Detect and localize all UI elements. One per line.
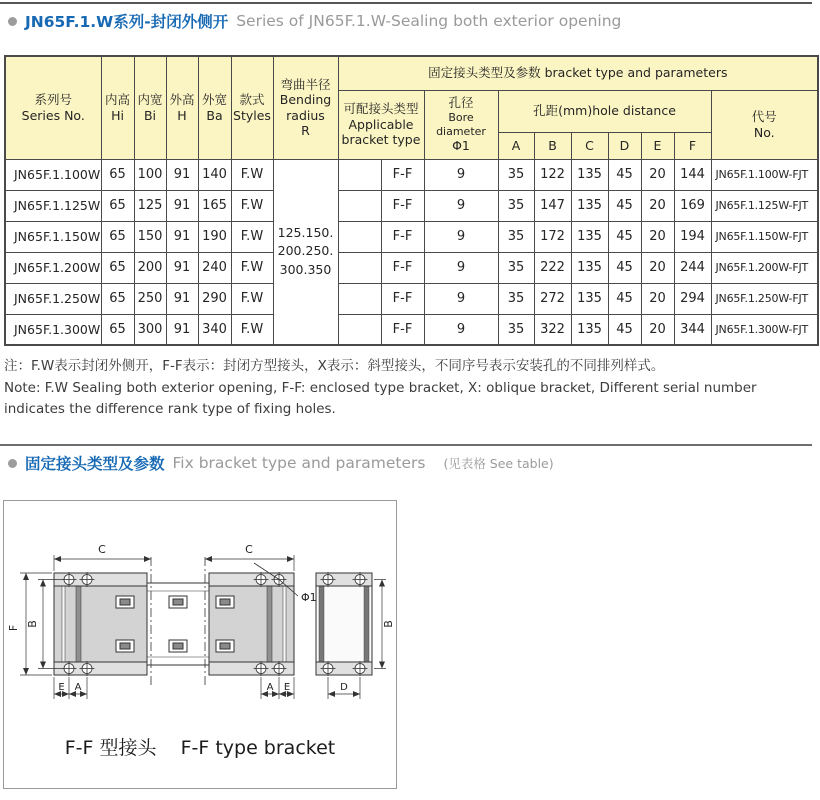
col-header-hole-distance: 孔距(mm)hole distance: [498, 90, 711, 132]
cell-h: 91: [166, 314, 198, 345]
cell-bore: 9: [424, 221, 498, 252]
cell-e: 20: [641, 252, 674, 283]
cell-b: 122: [534, 159, 571, 190]
cell-a: 35: [498, 221, 534, 252]
col-header-series: 系列号 Series No.: [5, 56, 101, 159]
dim-label-phi1: Φ1: [301, 591, 317, 604]
cell-b: 172: [534, 221, 571, 252]
dim-label-c-left: C: [98, 543, 106, 556]
section1-title-en: Series of JN65F.1.W-Sealing both exterior opening: [236, 12, 622, 30]
cell-h: 91: [166, 252, 198, 283]
cell-ba: 165: [198, 190, 231, 221]
col-header-bi: 内宽 Bi: [134, 56, 166, 159]
cell-hi: 65: [101, 221, 134, 252]
dim-label-a-left: A: [74, 682, 82, 693]
cell-c: 135: [571, 159, 608, 190]
dim-label-e-right: E: [283, 682, 291, 693]
cell-c: 135: [571, 252, 608, 283]
bending-radius-cell: 125.150. 200.250. 300.350: [273, 159, 338, 345]
cell-b: 272: [534, 283, 571, 314]
cell-c: 135: [571, 283, 608, 314]
cell-d: 45: [608, 159, 641, 190]
cell-c: 135: [571, 221, 608, 252]
blank-cell: [338, 283, 381, 314]
cell-ba: 190: [198, 221, 231, 252]
cell-f: 244: [674, 252, 711, 283]
cell-bi: 200: [134, 252, 166, 283]
cell-style: F.W: [231, 190, 273, 221]
cell-bi: 250: [134, 283, 166, 314]
cell-bracket-type: F-F: [381, 221, 424, 252]
cell-d: 45: [608, 314, 641, 345]
cell-hi: 65: [101, 252, 134, 283]
notes: [4, 356, 812, 421]
cell-bi: 125: [134, 190, 166, 221]
cell-bi: 100: [134, 159, 166, 190]
cell-c: 135: [571, 314, 608, 345]
hole-col-a: A: [498, 132, 534, 159]
blank-cell: [338, 314, 381, 345]
col-header-bore-diameter: 孔径 Bore diameter Φ1: [424, 90, 498, 159]
dim-label-c-right: C: [245, 543, 253, 556]
cell-d: 45: [608, 283, 641, 314]
cell-bracket-type: F-F: [381, 252, 424, 283]
cell-e: 20: [641, 283, 674, 314]
table-row: [5, 221, 818, 252]
cell-a: 35: [498, 190, 534, 221]
hole-col-e: E: [641, 132, 674, 159]
col-header-ba: 外宽 Ba: [198, 56, 231, 159]
cell-bi: 300: [134, 314, 166, 345]
cell-h: 91: [166, 159, 198, 190]
table-row: [5, 252, 818, 283]
cell-d: 45: [608, 221, 641, 252]
dim-label-b-left: B: [26, 620, 39, 628]
bullet-icon: [8, 17, 17, 26]
cell-b: 147: [534, 190, 571, 221]
cell-style: F.W: [231, 314, 273, 345]
drawing-caption: [4, 733, 396, 760]
cell-a: 35: [498, 314, 534, 345]
cell-h: 91: [166, 221, 198, 252]
cell-code: JN65F.1.125W-FJT: [711, 190, 818, 221]
dim-label-d: D: [340, 682, 348, 693]
cell-h: 91: [166, 283, 198, 314]
note-zh: 注：F.W表示封闭外侧开，F-F表示：封闭方型接头，X表示：斜型接头，不同序号表示安装孔的不同排列样式。: [4, 358, 665, 374]
cell-series: JN65F.1.100W: [5, 159, 101, 190]
hole-col-d: D: [608, 132, 641, 159]
col-header-styles: 款式 Styles: [231, 56, 273, 159]
hole-col-f: F: [674, 132, 711, 159]
cell-bracket-type: F-F: [381, 283, 424, 314]
dim-label-f: F: [7, 624, 20, 632]
hole-col-c: C: [571, 132, 608, 159]
cell-code: JN65F.1.100W-FJT: [711, 159, 818, 190]
cell-hi: 65: [101, 283, 134, 314]
cell-bore: 9: [424, 252, 498, 283]
cell-style: F.W: [231, 252, 273, 283]
cell-f: 144: [674, 159, 711, 190]
cell-hi: 65: [101, 314, 134, 345]
drawing-caption-zh: F-F 型接头: [64, 737, 157, 759]
col-header-applicable-bracket: 可配接头类型 Applicable bracket type: [338, 90, 424, 159]
cell-ba: 140: [198, 159, 231, 190]
blank-cell: [338, 221, 381, 252]
group-header-bracket-params: 固定接头类型及参数 bracket type and parameters: [338, 56, 818, 90]
cell-a: 35: [498, 283, 534, 314]
spec-table: [4, 55, 819, 346]
section1-title-zh: JN65F.1.W系列-封闭外侧开: [25, 13, 229, 31]
cell-ba: 240: [198, 252, 231, 283]
table-row: [5, 190, 818, 221]
col-header-code: 代号 No.: [711, 90, 818, 159]
drawing-caption-en: F-F type bracket: [180, 737, 336, 759]
cell-bracket-type: F-F: [381, 159, 424, 190]
cell-series: JN65F.1.200W: [5, 252, 101, 283]
cell-f: 294: [674, 283, 711, 314]
cell-a: 35: [498, 159, 534, 190]
blank-cell: [338, 159, 381, 190]
bracket-technical-drawing: [4, 501, 396, 716]
hole-col-b: B: [534, 132, 571, 159]
cell-ba: 290: [198, 283, 231, 314]
section2-title-zh: 固定接头类型及参数: [25, 455, 165, 473]
cell-bore: 9: [424, 314, 498, 345]
cell-hi: 65: [101, 159, 134, 190]
note-en: Note: F.W Sealing both exterior opening, F-F: enclosed type bracket, X: oblique bracket, Different serial number indicates the difference rank type of fixing holes.: [4, 379, 757, 418]
cell-a: 35: [498, 252, 534, 283]
section2-title-en: Fix bracket type and parameters: [172, 454, 426, 472]
cell-e: 20: [641, 314, 674, 345]
cell-bore: 9: [424, 283, 498, 314]
cell-bracket-type: F-F: [381, 314, 424, 345]
cell-d: 45: [608, 252, 641, 283]
cell-series: JN65F.1.300W: [5, 314, 101, 345]
bullet-icon: [8, 459, 17, 468]
section2-hint: (见表格 See table): [443, 456, 554, 471]
bracket-drawing-box: [3, 500, 397, 789]
cell-series: JN65F.1.150W: [5, 221, 101, 252]
cell-bore: 9: [424, 190, 498, 221]
section1-title: [8, 10, 621, 32]
cell-style: F.W: [231, 221, 273, 252]
cell-series: JN65F.1.250W: [5, 283, 101, 314]
table-row: [5, 314, 818, 345]
cell-series: JN65F.1.125W: [5, 190, 101, 221]
cell-style: F.W: [231, 283, 273, 314]
dim-label-e-left: E: [58, 682, 65, 693]
blank-cell: [338, 190, 381, 221]
table-row: [5, 159, 818, 190]
dim-label-a-right: A: [266, 682, 274, 693]
col-header-hi: 内高 Hi: [101, 56, 134, 159]
section2-title: [8, 452, 554, 474]
blank-cell: [338, 252, 381, 283]
cell-e: 20: [641, 159, 674, 190]
cell-style: F.W: [231, 159, 273, 190]
cell-d: 45: [608, 190, 641, 221]
cell-e: 20: [641, 221, 674, 252]
cell-e: 20: [641, 190, 674, 221]
col-header-h: 外高 H: [166, 56, 198, 159]
cell-b: 222: [534, 252, 571, 283]
cell-ba: 340: [198, 314, 231, 345]
cell-code: JN65F.1.150W-FJT: [711, 221, 818, 252]
cell-c: 135: [571, 190, 608, 221]
cell-f: 194: [674, 221, 711, 252]
cell-bi: 150: [134, 221, 166, 252]
cell-code: JN65F.1.250W-FJT: [711, 283, 818, 314]
section-divider: [0, 444, 812, 446]
cell-f: 344: [674, 314, 711, 345]
col-header-bending-radius: 弯曲半径 Bending radius R: [273, 56, 338, 159]
cell-f: 169: [674, 190, 711, 221]
cell-b: 322: [534, 314, 571, 345]
cell-hi: 65: [101, 190, 134, 221]
cell-bore: 9: [424, 159, 498, 190]
cell-bracket-type: F-F: [381, 190, 424, 221]
dim-label-b-right: B: [382, 620, 395, 628]
cell-code: JN65F.1.300W-FJT: [711, 314, 818, 345]
cell-code: JN65F.1.200W-FJT: [711, 252, 818, 283]
table-row: [5, 283, 818, 314]
top-rule: [0, 2, 812, 4]
cell-h: 91: [166, 190, 198, 221]
